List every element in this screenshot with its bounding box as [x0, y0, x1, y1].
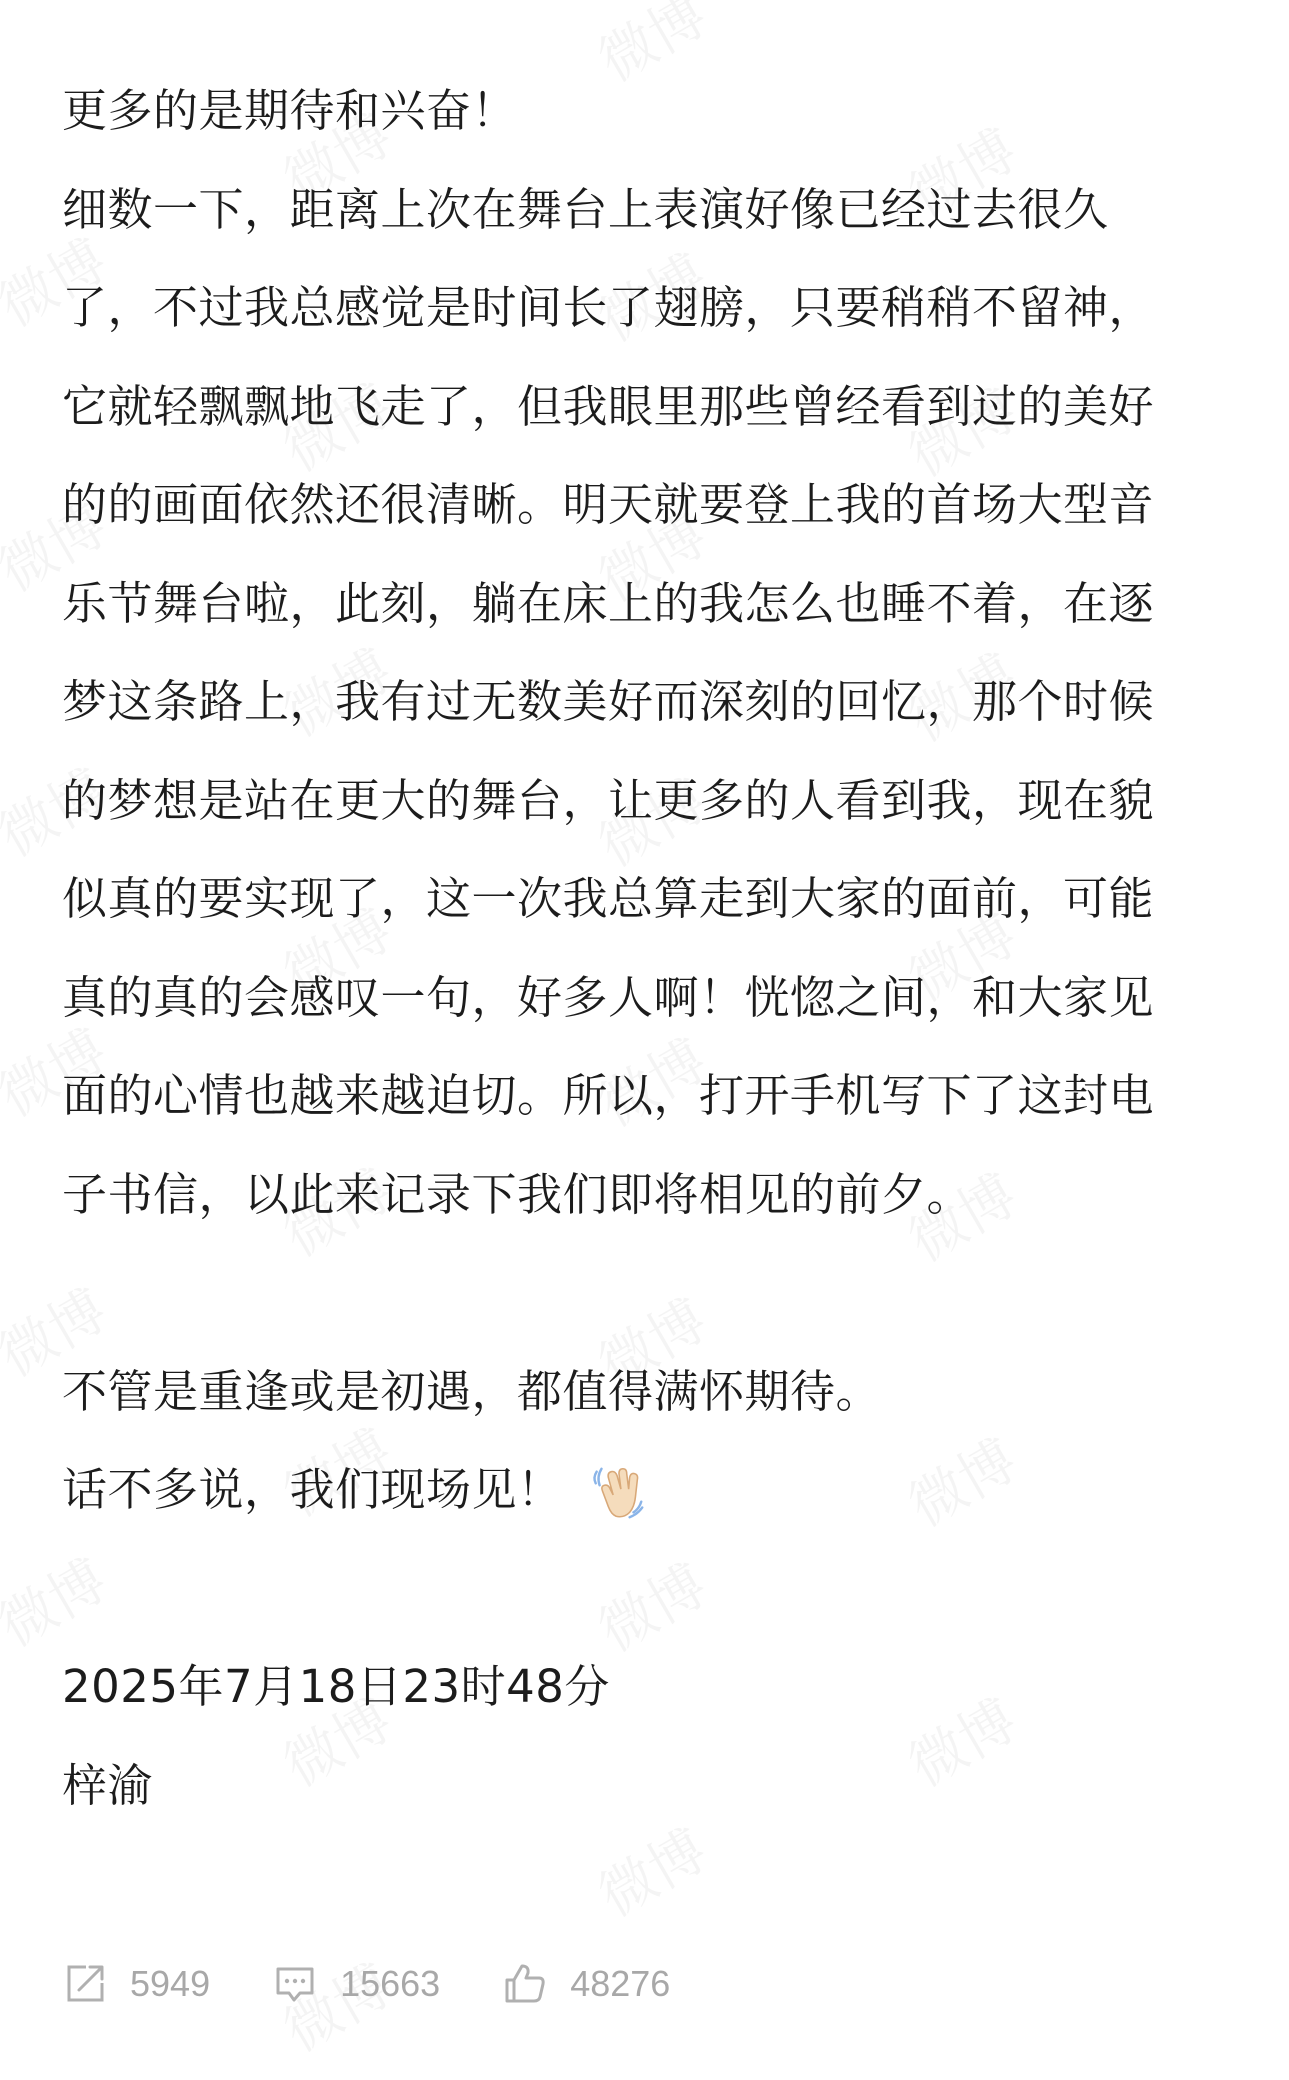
post-signature: 梓渝	[62, 1758, 154, 1812]
action-bar	[62, 1956, 732, 2012]
closing-line	[62, 1441, 1222, 1540]
post-text-line: 它就轻飘飘地飞走了，但我眼里那些曾经看到过的美好	[62, 379, 1155, 433]
post-text-line: 梦这条路上，我有过无数美好而深刻的回忆，那个时候	[62, 675, 1155, 728]
paragraph-spacer	[62, 1244, 1222, 1343]
post-text-line: 了，不过我总感觉是时间长了翅膀，只要稍稍不留神，	[62, 281, 1155, 334]
comment-icon	[272, 1961, 318, 2007]
closing-text: 话不多说，我们现场见！	[62, 1463, 563, 1516]
comment-button[interactable]	[272, 1961, 440, 2007]
paragraph-spacer	[62, 1540, 1222, 1639]
like-button[interactable]	[502, 1961, 670, 2007]
post-text-line: 的梦想是站在更大的舞台，让更多的人看到我，现在貌	[62, 773, 1155, 827]
comment-count: 15663	[340, 1963, 441, 2004]
post-text-line: 真的真的会感叹一句，好多人啊！恍惚之间，和大家见	[62, 970, 1155, 1024]
waving-hand-icon	[587, 1462, 649, 1524]
post-text-line: 面的心情也越来越迫切。所以，打开手机写下了这封电	[62, 1069, 1155, 1122]
post-text-line: 子书信，以此来记录下我们即将相见的前夕。	[62, 1167, 973, 1221]
post-text-line: 更多的是期待和兴奋！	[62, 84, 518, 137]
post-body	[62, 62, 1222, 1835]
post-text-line: 似真的要实现了，这一次我总算走到大家的面前，可能	[62, 872, 1155, 925]
like-count: 48276	[570, 1963, 671, 2004]
repost-count: 5949	[130, 1963, 211, 2004]
post-text-line: 细数一下，距离上次在舞台上表演好像已经过去很久	[62, 182, 1109, 236]
post-text-line: 乐节舞台啦，此刻，躺在床上的我怎么也睡不着，在逐	[62, 576, 1155, 630]
repost-icon	[62, 1961, 108, 2007]
thumbs-up-icon	[502, 1961, 548, 2007]
post-text-line: 的的画面依然还很清晰。明天就要登上我的首场大型音	[62, 478, 1155, 531]
post-datetime: 2025年7月18日23时48分	[62, 1660, 610, 1713]
post-text-line: 不管是重逢或是初遇，都值得满怀期待。	[62, 1364, 882, 1418]
repost-button[interactable]	[62, 1961, 210, 2007]
